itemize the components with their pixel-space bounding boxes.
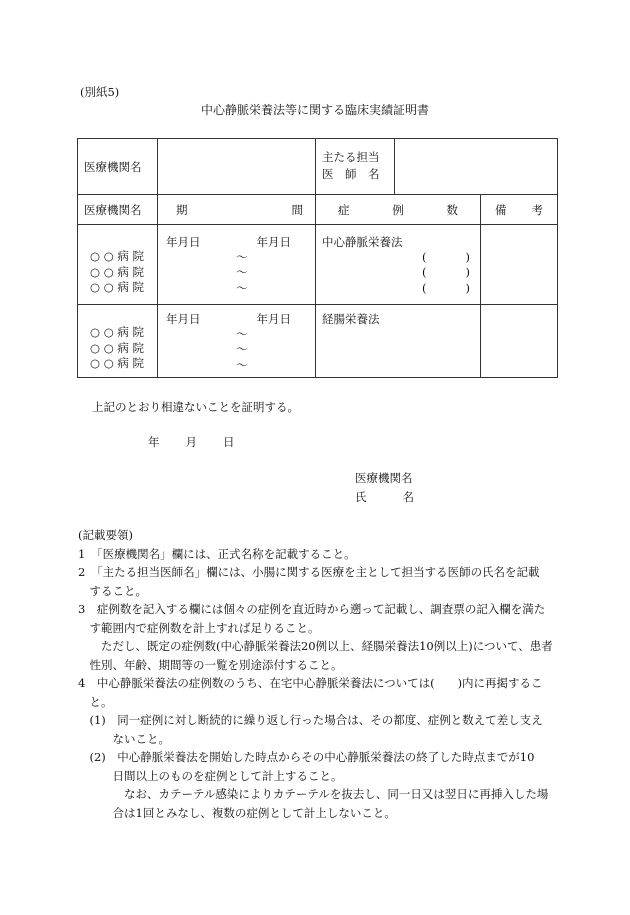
document-title: 中心静脈栄養法等に関する臨床実績証明書 bbox=[200, 103, 429, 117]
instruction-line: 4 中心静脈栄養法の症例数のうち、在宅中心静脈栄養法については( )内に再掲するこ bbox=[78, 676, 543, 690]
instruction-line: ただし、既定の症例数(中心静脈栄養法20例以上、経腸栄養法10例以上)について、患者 bbox=[78, 639, 553, 653]
list-item: ○ ○ 病 院 bbox=[90, 280, 145, 294]
list-item: ○ ○ 病 院 bbox=[90, 325, 145, 339]
instruction-line: 合は1回とみなし、複数の症例として計上しないこと。 bbox=[78, 805, 396, 820]
instruction-line: 2 「主たる担当医師名」欄には、小腸に関する医療を主として担当する医師の氏名を記載 bbox=[78, 565, 540, 579]
instruction-line: と。 bbox=[78, 694, 113, 709]
institution-name-field[interactable] bbox=[158, 139, 316, 195]
table-row bbox=[78, 305, 558, 378]
instruction-line: (2) 中心静脈栄養法を開始した時点からその中心静脈栄養法の終了した時点までが10 bbox=[78, 750, 535, 764]
list-item: ○ ○ 病 院 bbox=[90, 340, 145, 355]
instruction-line: す範囲内で症例数を計上すれば足りること。 bbox=[78, 620, 320, 635]
method-label: 経腸栄養法 bbox=[322, 312, 380, 326]
certification-statement: 上記のとおり相違ないことを証明する。 bbox=[92, 400, 299, 414]
instruction-line: 3 症例数を記入する欄には個々の症例を直近時から遡って記載し、調査票の記入欄を満た bbox=[78, 602, 546, 616]
list-item: ○ ○ 病 院 bbox=[90, 249, 145, 263]
clinical-record-table bbox=[77, 138, 558, 378]
period-cell: 年月日 年月日 ～ ～ ～ bbox=[158, 225, 316, 305]
cases-cell bbox=[316, 305, 481, 378]
signature-name-label: 氏 名 bbox=[355, 490, 414, 504]
cases-cell: 中心静脈栄養法 ( ) ( ) ( ) bbox=[316, 225, 481, 305]
attachment-label: (別紙5) bbox=[80, 85, 120, 99]
instruction-line: 性別、年齢、期間等の一覧を別途添付すること。 bbox=[78, 657, 343, 672]
instruction-line: 日間以上のものを症例として計上すること。 bbox=[78, 768, 343, 783]
list-item: ○ ○ 病 院 bbox=[90, 264, 145, 279]
instruction-line: 1 「医療機関名」欄には、正式名称を記載すること。 bbox=[78, 546, 356, 561]
period-cell: 年月日 年月日 ～ ～ ～ bbox=[158, 305, 316, 378]
header-period: 期 間 bbox=[158, 195, 316, 225]
signature-institution-label: 医療機関名 bbox=[355, 471, 413, 485]
table-header-row bbox=[78, 195, 558, 225]
institution-name-label: 医療機関名 bbox=[78, 139, 158, 195]
instruction-line: なお、カテーテル感染によりカテーテルを抜去し、同一日又は翌日に再挿入した場 bbox=[78, 787, 549, 801]
doctor-label: 主たる担当 医 師 名 bbox=[316, 139, 395, 194]
remarks-field[interactable] bbox=[481, 225, 558, 305]
method-label: 中心静脈栄養法 bbox=[322, 235, 403, 249]
header-institution: 医療機関名 bbox=[78, 195, 158, 225]
hospital-list bbox=[78, 305, 158, 378]
instruction-line: ないこと。 bbox=[78, 731, 170, 746]
date-line: 年 月 日 bbox=[148, 435, 235, 449]
instruction-line: すること。 bbox=[78, 583, 147, 598]
doctor-name-field[interactable] bbox=[395, 139, 557, 194]
header-cases: 症 例 数 bbox=[316, 195, 481, 225]
doctor-cell bbox=[316, 139, 558, 195]
instruction-line: (1) 同一症例に対し断続的に繰り返し行った場合は、その都度、症例と数えて差し支え bbox=[78, 713, 543, 727]
table-row bbox=[78, 139, 558, 195]
instructions-section bbox=[78, 526, 558, 822]
instructions-heading: (記載要領) bbox=[78, 528, 133, 542]
list-item: ○ ○ 病 院 bbox=[90, 356, 145, 370]
table-row bbox=[78, 225, 558, 305]
header-remarks: 備 考 bbox=[481, 195, 558, 225]
remarks-field[interactable] bbox=[481, 305, 558, 378]
hospital-list bbox=[78, 225, 158, 305]
